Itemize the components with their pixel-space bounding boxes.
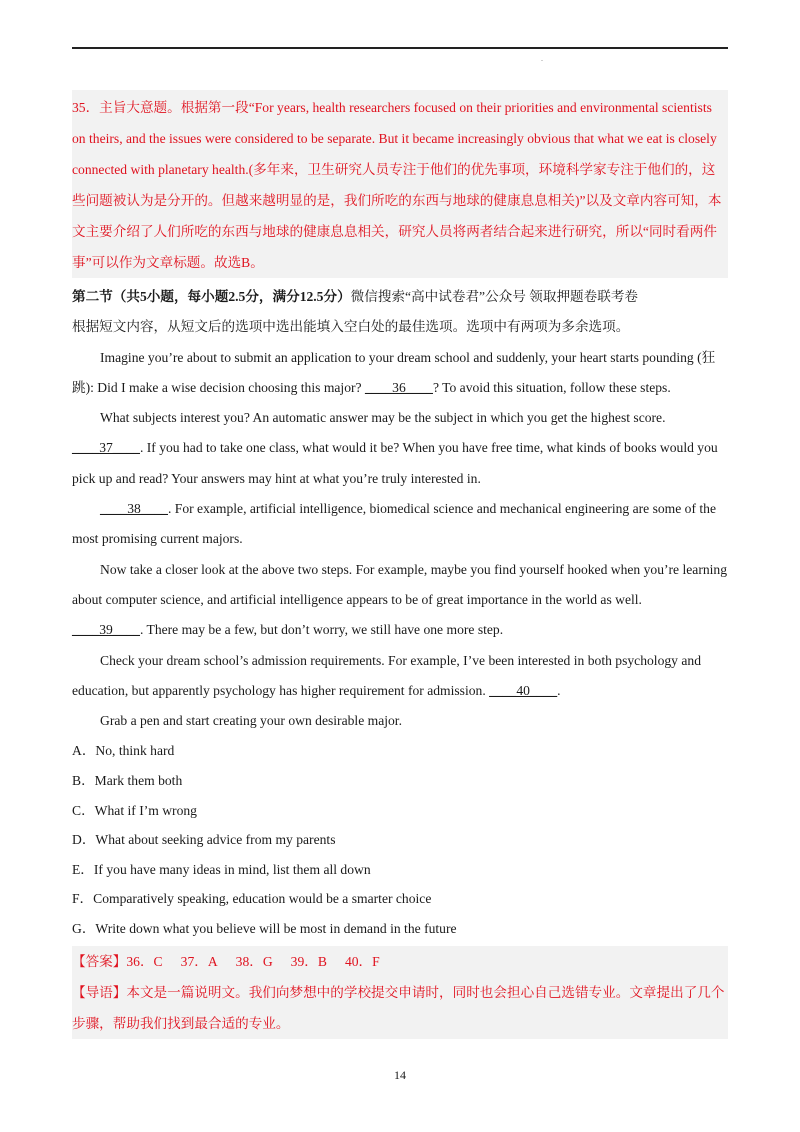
answer-section	[72, 946, 728, 1039]
blank-37: ____37____	[72, 440, 140, 456]
paragraph-text: . If you had to take one class, what would it be? When you have free time, what kinds of books would you pick up and read? Your answers may hint at what you’re truly interested in.	[72, 440, 718, 486]
option-d: D．What about seeking advice from my parents	[72, 832, 336, 848]
header-rule	[72, 47, 728, 49]
page-number: 14	[394, 1068, 406, 1082]
section-heading-tail: 微信搜索“高中试卷君”公众号 领取押题卷联考卷	[350, 289, 639, 304]
passage-paragraph-6	[72, 615, 728, 645]
guide-label: 【导语】	[72, 984, 127, 1000]
answer-item: 36．C	[126, 953, 163, 969]
option-g: G．Write down what you believe will be most in demand in the future	[72, 921, 457, 937]
passage-paragraph-3	[72, 433, 728, 494]
option-c: C．What if I’m wrong	[72, 802, 197, 818]
passage-paragraph-1	[72, 343, 728, 404]
answer-item: 37．A	[180, 953, 218, 969]
paragraph-text: Check your dream school’s admission requirements. For example, I’ve been interested in both psychology and education, but apparently psychology has higher requirement for admission.	[72, 652, 701, 698]
options-list	[72, 736, 728, 943]
passage-paragraph-4	[72, 494, 728, 555]
guide-text: 本文是一篇说明文。我们向梦想中的学校提交申请时，同时也会担心自己选错专业。文章提出了几个步骤，帮助我们找到最合适的专业。	[72, 984, 725, 1031]
paragraph-text: ? To avoid this situation, follow these steps.	[432, 379, 671, 395]
option-a: A．No, think hard	[72, 743, 175, 759]
answer-item: 38．G	[235, 953, 273, 969]
section-instruction: 根据短文内容，从短文后的选项中选出能填入空白处的最佳选项。选项中有两项为多余选项。	[72, 319, 630, 335]
blank-39: ____39____	[72, 622, 140, 638]
option-f: F．Comparatively speaking, education would be a smarter choice	[72, 891, 432, 907]
answer-label: 【答案】	[72, 953, 127, 969]
q35-text: 35．主旨大意题。根据第一段“For years, health researchers focused on their priorities and environmental scientists on theirs, and the issues were considered to be separate. But it became increasingly obvious that what we eat is closely connected with planetary health.(多年来，卫生研究人员专注于他们的优先事项，环境科学家专注于他们的，这些问题被认为是分开的。但越来越明显的是，我们所吃的东西与地球的健康息息相关)”以及文章内容可知，本文主要介绍了人们所吃的东西与地球的健康息息相关，研究人员将两者结合起来进行研究，所以“同时看两件事”可以作为文章标题。故选B。	[72, 100, 722, 270]
paragraph-text: . For example, artificial intelligence, biomedical science and mechanical engineering are some of the most promising current majors.	[72, 501, 717, 547]
guide-line	[72, 977, 728, 1039]
passage-paragraph-7	[72, 646, 728, 707]
passage-paragraph-5: Now take a closer look at the above two steps. For example, maybe you find yourself hooked when you’re learning about computer science, and artificial intelligence appears to be of great importance in the world as well.	[72, 561, 728, 607]
section-two	[72, 282, 728, 736]
paragraph-text: Imagine you’re about to submit an application to your dream school and suddenly, your heart starts pounding (狂跳): Did I make a wise decision choosing this major?	[72, 349, 716, 395]
passage-paragraph-2: What subjects interest you? An automatic answer may be the subject in which you get the highest score.	[100, 410, 666, 426]
blank-38: ____38____	[100, 501, 168, 517]
blank-40: ____40____	[489, 682, 558, 698]
paragraph-text: . There may be a few, but don’t worry, we still have one more step.	[139, 622, 504, 638]
page-content	[72, 90, 728, 1039]
q35-explanation	[72, 90, 728, 278]
passage-paragraph-8: Grab a pen and start creating your own desirable major.	[100, 713, 402, 729]
option-e: E．If you have many ideas in mind, list them all down	[72, 861, 371, 877]
answer-item: 39．B	[290, 953, 327, 969]
option-b: B．Mark them both	[72, 773, 183, 789]
blank-36: ____36____	[364, 379, 433, 395]
answer-line	[72, 946, 728, 977]
section-heading	[72, 282, 728, 312]
section-heading-title: 第二节（共5小题，每小题2.5分，满分12.5分）	[72, 289, 351, 304]
paragraph-text: .	[557, 682, 561, 698]
answer-item: 40．F	[344, 953, 380, 969]
header-dot: .	[541, 54, 543, 63]
